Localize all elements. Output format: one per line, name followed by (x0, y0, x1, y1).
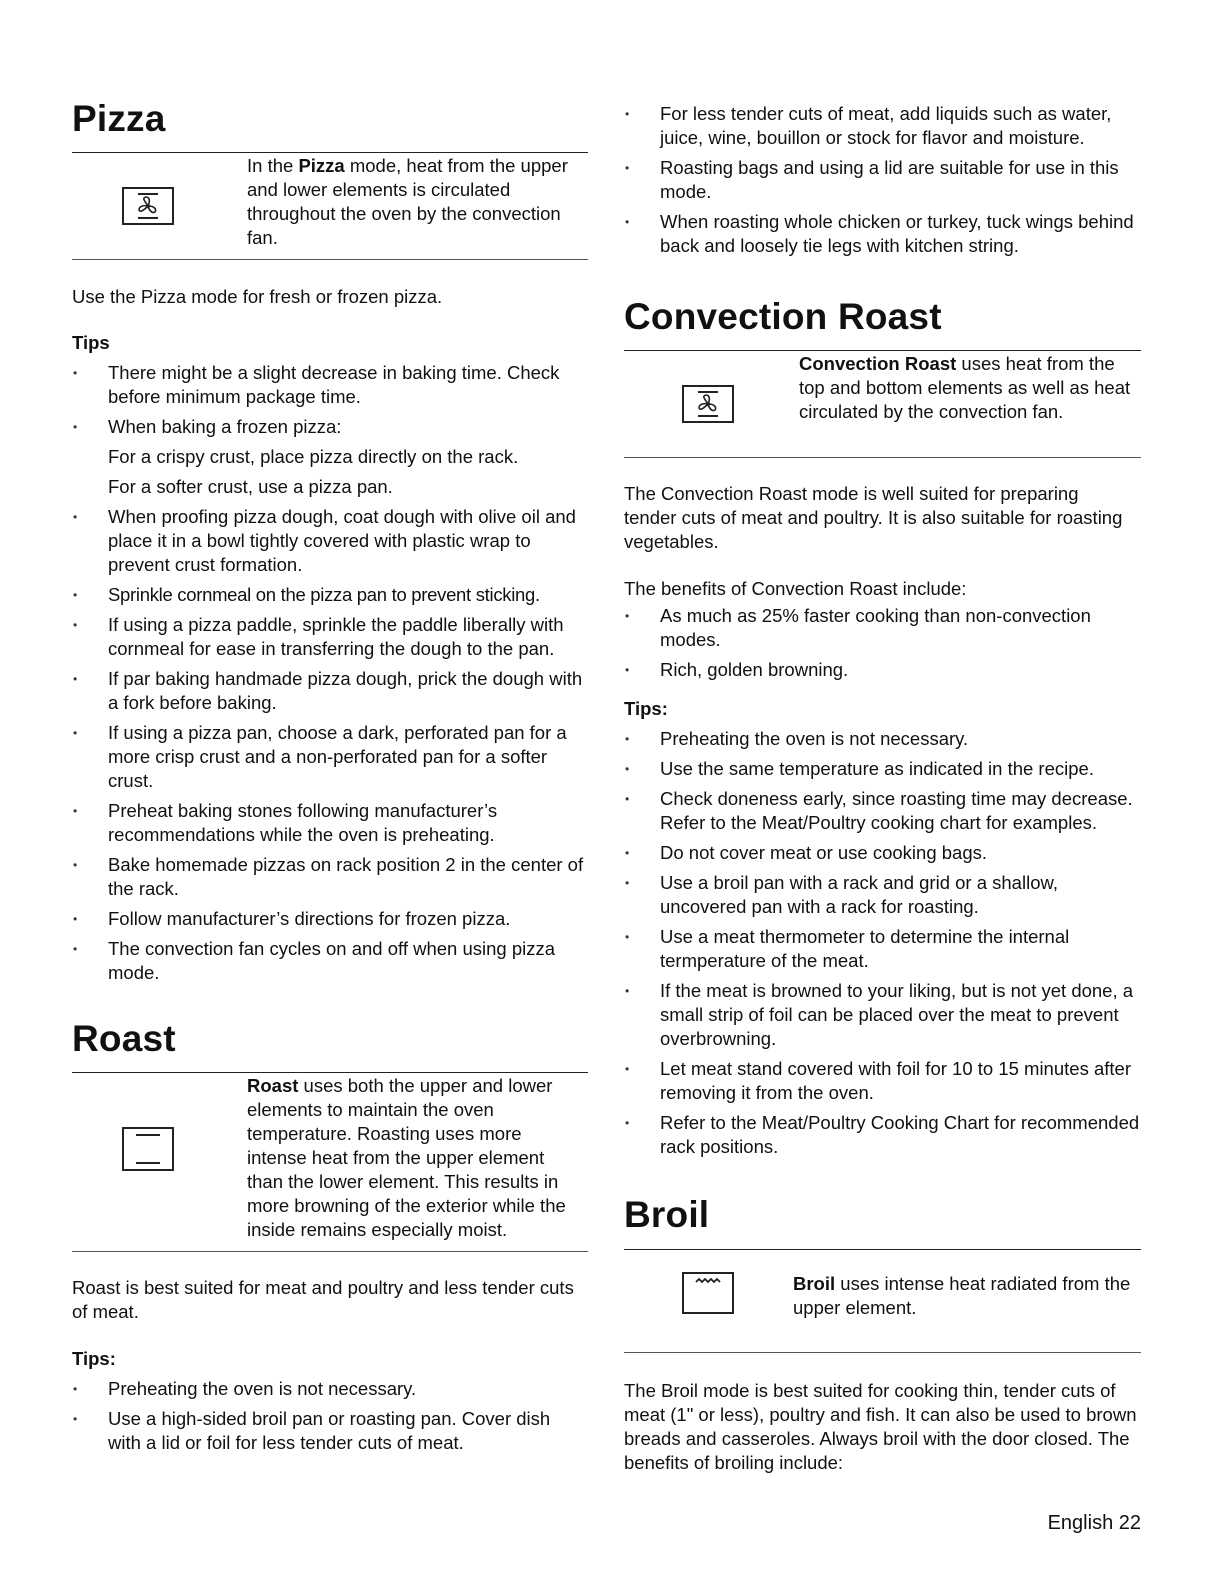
list-item: • If par baking handmade pizza dough, prick the dough with a fork before baking. (72, 667, 588, 715)
convection-roast-benefits-list (624, 604, 1141, 688)
convection-roast-heading: Convection Roast (624, 296, 942, 337)
roast-tips-list-right (624, 102, 1141, 264)
pizza-tips-list (72, 361, 588, 991)
list-item: • Use the same temperature as indicated in the recipe. (624, 757, 1141, 781)
convection-roast-intro: The Convection Roast mode is well suited for preparing tender cuts of meat and poultry. It is also suitable for roasting vegetables. (624, 483, 1123, 552)
convection-roast-mode-box (624, 350, 1141, 458)
list-item: • Check doneness early, since roasting time may decrease. Refer to the Meat/Poultry cooking chart for examples. (624, 787, 1141, 835)
list-item: • The convection fan cycles on and off when using pizza mode. (72, 937, 588, 985)
list-item: • Sprinkle cornmeal on the pizza pan to prevent sticking. (72, 583, 588, 607)
page-footer: English 22 (1047, 1512, 1141, 1534)
broil-intro: The Broil mode is best suited for cooking thin, tender cuts of meat (1" or less), poultry and fish. It can also be used to brown breads and casseroles. Always broil with the door closed. The benefits of broiling include: (624, 1380, 1137, 1473)
broil-mode-box (624, 1249, 1141, 1353)
list-item: • Roasting bags and using a lid are suitable for use in this mode. (624, 156, 1141, 204)
list-item: • Use a high-sided broil pan or roasting pan. Cover dish with a lid or foil for less tender cuts of meat. (72, 1407, 588, 1455)
list-item: • Preheating the oven is not necessary. (624, 727, 1141, 751)
pizza-intro: Use the Pizza mode for fresh or frozen pizza. (72, 286, 443, 307)
list-item: • Use a meat thermometer to determine the internal termperature of the meat. (624, 925, 1141, 973)
roast-tips-list-left (72, 1377, 588, 1461)
list-item: • For less tender cuts of meat, add liquids such as water, juice, wine, bouillon or stock for flavor and moisture. (624, 102, 1141, 150)
list-item: • Follow manufacturer’s directions for frozen pizza. (72, 907, 588, 931)
pizza-mode-description: In the Pizza mode, heat from the upper and lower elements is circulated throughout the oven by the convection fan. (247, 155, 568, 248)
list-item: • If using a pizza pan, choose a dark, perforated pan for a more crisp crust and a non-perforated pan for a softer crust. (72, 721, 588, 793)
list-item: • When roasting whole chicken or turkey, tuck wings behind back and loosely tie legs with kitchen string. (624, 210, 1141, 258)
broil-mode-description: Broil uses intense heat radiated from the upper element. (793, 1273, 1131, 1318)
list-item: • Use a broil pan with a rack and grid or a shallow, uncovered pan with a rack for roasting. (624, 871, 1141, 919)
pizza-mode-box (72, 152, 588, 260)
pizza-heading: Pizza (72, 98, 166, 139)
list-item: • There might be a slight decrease in baking time. Check before minimum package time. (72, 361, 588, 409)
convection-fan-icon (682, 385, 734, 423)
list-item: For a crispy crust, place pizza directly on the rack. (108, 446, 519, 467)
list-item: • Refer to the Meat/Poultry Cooking Chart for recommended rack positions. (624, 1111, 1141, 1159)
convection-fan-icon (122, 187, 174, 225)
roast-heading: Roast (72, 1018, 176, 1059)
roast-tips-heading: Tips: (72, 1348, 116, 1369)
list-item: • Let meat stand covered with foil for 10 to 15 minutes after removing it from the oven. (624, 1057, 1141, 1105)
roast-intro: Roast is best suited for meat and poultry and less tender cuts of meat. (72, 1277, 574, 1322)
convection-roast-mode-description: Convection Roast uses heat from the top and bottom elements as well as heat circulated by the convection fan. (799, 353, 1131, 422)
list-item: • Do not cover meat or use cooking bags. (624, 841, 1141, 865)
list-item: For a softer crust, use a pizza pan. (108, 476, 393, 497)
list-item: • As much as 25% faster cooking than non-convection modes. (624, 604, 1141, 652)
pizza-tips-heading: Tips (72, 332, 110, 353)
convection-roast-tips-list (624, 727, 1141, 1165)
list-item: • If using a pizza paddle, sprinkle the paddle liberally with cornmeal for ease in transferring the dough to the pan. (72, 613, 588, 661)
list-item: • Bake homemade pizzas on rack position 2 in the center of the rack. (72, 853, 588, 901)
broil-icon (682, 1272, 734, 1314)
convection-roast-benefits-intro: The benefits of Convection Roast include: (624, 578, 967, 599)
roast-icon (122, 1127, 174, 1171)
list-item: • Preheat baking stones following manufacturer’s recommendations while the oven is preheating. (72, 799, 588, 847)
list-item: • Preheating the oven is not necessary. (72, 1377, 588, 1401)
list-item: • When proofing pizza dough, coat dough with olive oil and place it in a bowl tightly covered with plastic wrap to prevent crust formation. (72, 505, 588, 577)
convection-roast-tips-heading: Tips: (624, 698, 668, 719)
list-item: • Rich, golden browning. (624, 658, 1141, 682)
broil-heading: Broil (624, 1194, 710, 1235)
roast-mode-box (72, 1072, 588, 1252)
list-item: • When baking a frozen pizza: (72, 415, 588, 439)
list-item: • If the meat is browned to your liking, but is not yet done, a small strip of foil can be placed over the meat to prevent overbrowning. (624, 979, 1141, 1051)
roast-mode-description: Roast uses both the upper and lower elements to maintain the oven temperature. Roasting uses more intense heat from the upper element than the lower element. This results in more browning of the exterior while the inside remains especially moist. (247, 1075, 566, 1240)
